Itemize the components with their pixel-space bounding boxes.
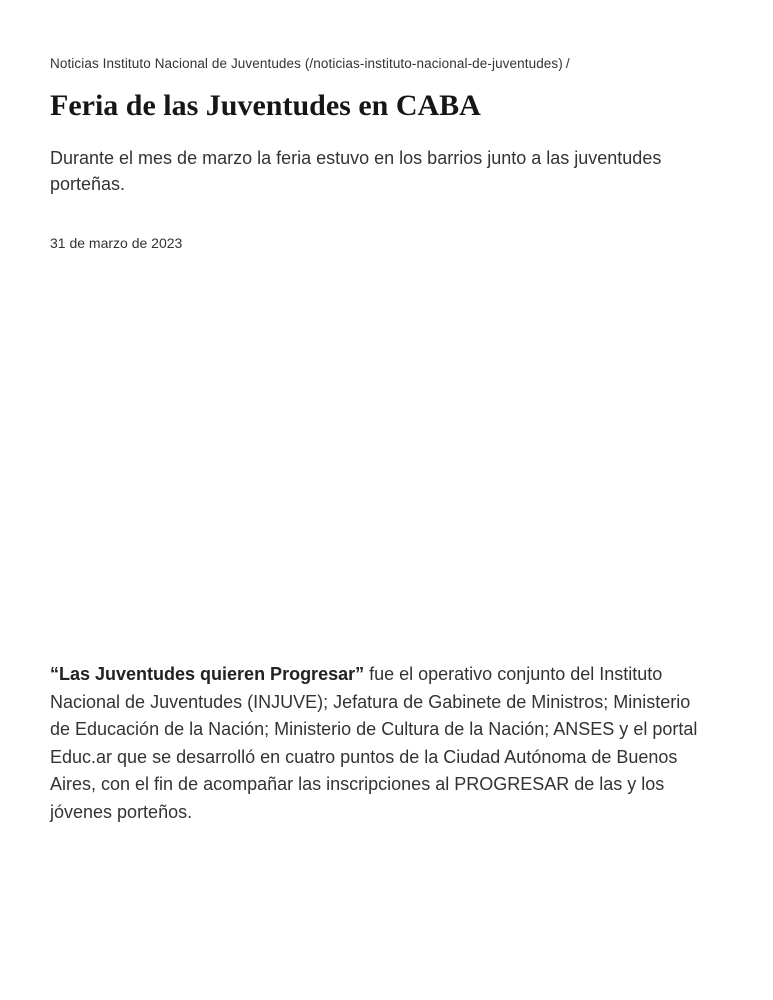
article-media-placeholder <box>50 253 715 661</box>
page-title: Feria de las Juventudes en CABA <box>50 89 481 122</box>
article-body-text: fue el operativo conjunto del Instituto Nacional de Juventudes (INJUVE); Jefatura de Gabinete de Ministros; Ministerio de Educación de la Nación; Ministerio de Cultura de la Nación; ANSES y el portal Educ.ar que se desarrolló en cuatro puntos de la Ciudad Autónoma de Buenos Aires, con el fin de acompañar las inscripciones al PROGRESAR de las y los jóvenes porteños. <box>50 664 698 822</box>
breadcrumb <box>50 54 715 73</box>
article-body-lead-bold: “Las Juventudes quieren Progresar” <box>50 664 365 684</box>
breadcrumb-separator: / <box>565 56 570 71</box>
article-date: 31 de marzo de 2023 <box>50 235 183 251</box>
article-body <box>50 661 715 826</box>
article-lede: Durante el mes de marzo la feria estuvo en los barrios junto a las juventudes porteñas. <box>50 148 662 194</box>
breadcrumb-link-noticias[interactable]: Noticias Instituto Nacional de Juventudes (/noticias-instituto-nacional-de-juventudes) <box>50 56 563 71</box>
